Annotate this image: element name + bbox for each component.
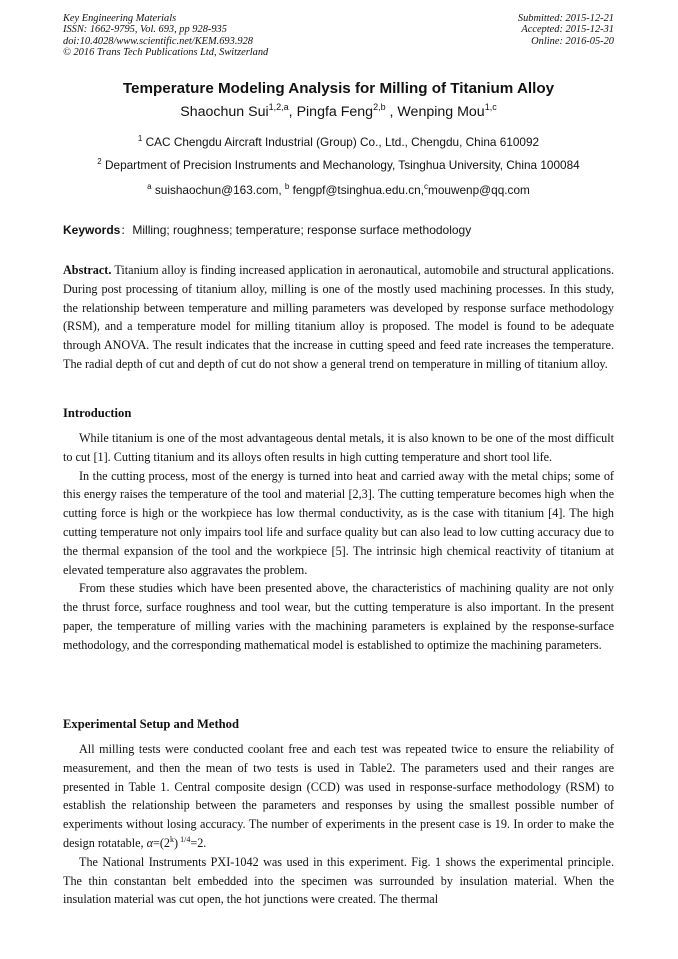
exp-p1-text: All milling tests were conducted coolant free and each test was repeated twice to ensure the reliability of measurement, and then the mean of two tests is used in Table2. The parameters used and their ranges are presented in Table 1. Central composite design (CCD) was used in response-surface methodology (RSM) to establish the relationship between the parameters and responses by using the smallest possible number of experiments without losing accuracy. The number of experiments in the present case is 19. In order to make the design rotatable, bbox=[63, 742, 614, 850]
copyright-line: © 2016 Trans Tech Publications Ltd, Switzerland bbox=[63, 46, 269, 58]
affiliation-sup: 2 bbox=[97, 157, 102, 166]
issn-line: ISSN: 1662-9795, Vol. 693, pp 928-935 bbox=[63, 24, 227, 36]
paper-title: Temperature Modeling Analysis for Milling of Titanium Alloy bbox=[122, 80, 555, 97]
eq-part: =(2 bbox=[153, 835, 171, 850]
affiliation-1 bbox=[63, 134, 614, 150]
affiliation-text: Department of Precision Instruments and Mechanology, Tsinghua University, China 100084 bbox=[104, 158, 580, 172]
email-c[interactable]: mouwenp@qq.com bbox=[428, 183, 530, 197]
author-affil-sup: 1,c bbox=[484, 102, 497, 112]
author-separator: , bbox=[288, 104, 297, 120]
alpha-symbol: α bbox=[146, 835, 153, 850]
email-line bbox=[63, 182, 614, 198]
intro-paragraph-3: From these studies which have been presented above, the characteristics of machining quality are not only the thrust force, surface roughness and tool wear, but the cutting temperature is also important. In the present paper, the temperature of milling varies with the machining parameters is explained by the response-surface methodology, and the corresponding mathematical model is established to optimize the machining parameters. bbox=[63, 581, 614, 652]
intro-paragraph-2: In the cutting process, most of the energy is turned into heat and carried away with the metal chips; some of this energy raises the temperature of the tool and material [2,3]. The cutting temperature becomes high when the cutting force is high or the workpiece has low thermal conductivity, as is the case with titanium [4]. The high cutting temperature not only impairs tool life and surface quality but can also lead to low cutting accuracy due to the thermal expansion of the tool and the workpiece [5]. The intrinsic high chemical reactivity of titanium at elevated temperature also aggravates the problem. bbox=[63, 468, 614, 577]
author-separator: , bbox=[385, 104, 398, 120]
experimental-body bbox=[63, 740, 614, 909]
affiliation-2 bbox=[63, 157, 614, 173]
eq-part: ) bbox=[174, 835, 179, 850]
doi-line: doi:10.4028/www.scientific.net/KEM.693.928 bbox=[63, 35, 253, 47]
dates-header bbox=[394, 13, 614, 47]
journal-header bbox=[63, 13, 363, 58]
author-name: Pingfa Feng bbox=[296, 104, 374, 120]
keywords-text: Milling; roughness; temperature; response surface methodology bbox=[132, 223, 472, 237]
author-affil-sup: 2,b bbox=[373, 102, 386, 112]
keywords-separator: ： bbox=[120, 223, 133, 237]
online-date: Online: 2016-05-20 bbox=[531, 35, 614, 47]
intro-paragraph-1: While titanium is one of the most advantageous dental metals, it is also known to be one of the most difficult to cut [1]. Cutting titanium and its alloys often results in high cutting temperature and short tool life. bbox=[63, 431, 614, 464]
submitted-date: Submitted: 2015-12-21 bbox=[517, 13, 614, 24]
experimental-paragraph-2: The National Instruments PXI-1042 was used in this experiment. Fig. 1 shows the experimental principle. The thin constantan belt embedded into the specimen was surrounded by insulation material. When the insulation material was cut open, the hot junctions were created. The thermal bbox=[63, 854, 614, 907]
introduction-heading: Introduction bbox=[63, 406, 132, 420]
eq-part: =2. bbox=[190, 835, 207, 850]
eq-k: k bbox=[170, 834, 175, 844]
keywords-line bbox=[63, 222, 614, 238]
abstract-block bbox=[63, 261, 614, 374]
abstract-label: Abstract. bbox=[63, 263, 112, 277]
author-name: Wenping Mou bbox=[397, 104, 485, 120]
email-a[interactable]: suishaochun@163.com, bbox=[154, 183, 282, 197]
author-list bbox=[63, 102, 614, 122]
affiliation-sup: 1 bbox=[137, 134, 143, 143]
abstract-text: Titanium alloy is finding increased application in aeronautical, automobile and structural applications. During post processing of titanium alloy, milling is one of the mostly used machining processes. In this study, the relationship between temperature and milling parameters was developed by response surface methodology (RSM), and a temperature model for milling titanium alloy is proposed. The model is found to be adequate through ANOVA. The result indicates that the increase in cutting speed and feed rate increases the temperature. The radial depth of cut and depth of cut do not show a general trend on temperature in milling of titanium alloy. bbox=[63, 263, 614, 371]
keywords-label: Keywords bbox=[63, 223, 121, 237]
email-b[interactable]: fengpf@tsinghua.edu.cn, bbox=[292, 183, 425, 197]
introduction-body bbox=[63, 429, 614, 655]
journal-name: Key Engineering Materials bbox=[63, 13, 177, 24]
email-sup: c bbox=[424, 182, 429, 191]
accepted-date: Accepted: 2015-12-31 bbox=[521, 24, 614, 36]
affiliation-text: CAC Chengdu Aircraft Industrial (Group) Co., Ltd., Chengdu, China 610092 bbox=[145, 135, 540, 149]
experimental-paragraph-1 bbox=[63, 740, 614, 853]
author-affil-sup: 1,2,a bbox=[268, 102, 289, 112]
email-sup: a bbox=[147, 182, 152, 191]
experimental-heading: Experimental Setup and Method bbox=[63, 717, 239, 731]
email-sup: b bbox=[284, 182, 290, 191]
author-name: Shaochun Sui bbox=[180, 104, 269, 120]
eq-exponent: 1/4 bbox=[178, 834, 191, 844]
